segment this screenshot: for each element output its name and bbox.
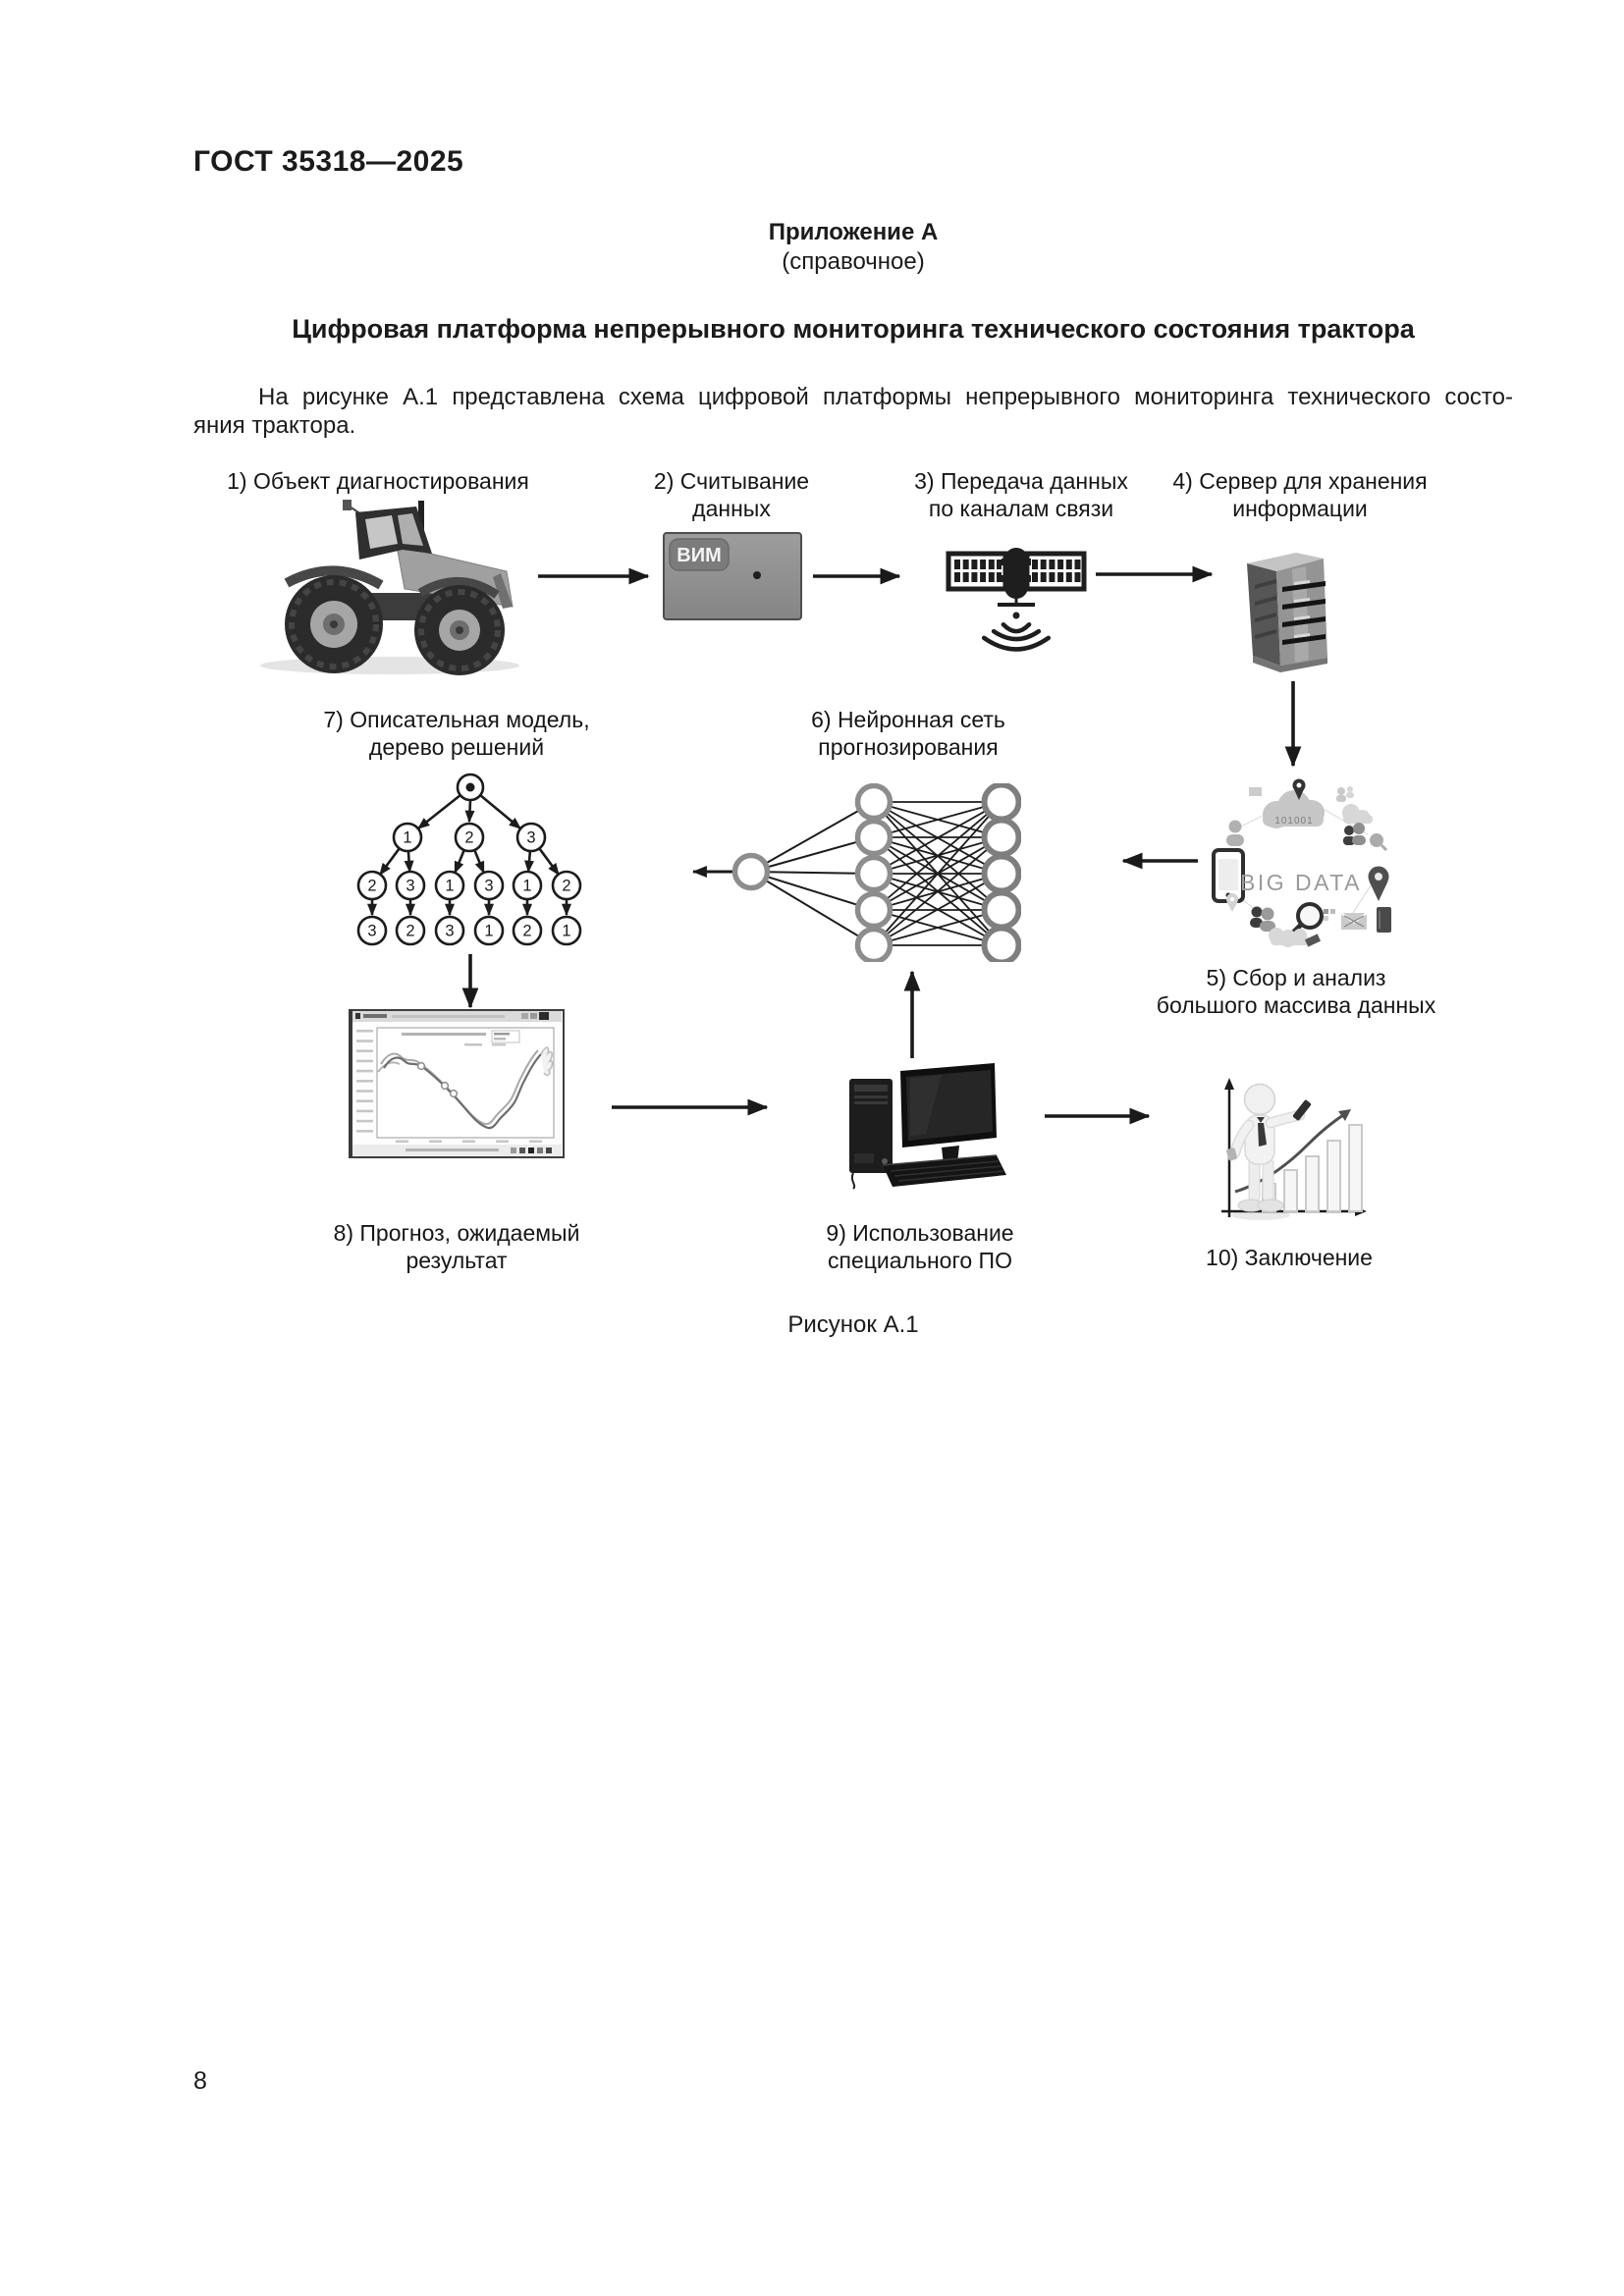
magnifier-icon [1290, 904, 1322, 935]
vim-device-label: ВИМ [677, 545, 722, 566]
tree-node: 1 [522, 877, 532, 895]
label-step10 [1142, 1245, 1436, 1272]
label-step5-line1: 5) Сбор и анализ [1206, 965, 1386, 990]
label-step8-line1: 8) Прогноз, ожидаемый [333, 1220, 580, 1246]
bar-chart [1263, 1125, 1362, 1211]
smartphone-icon [1214, 850, 1243, 901]
label-step8 [309, 1220, 604, 1274]
map-pin-icon [1369, 867, 1389, 902]
tree-node: 3 [367, 922, 377, 940]
appendix-title: Приложение А [768, 219, 939, 245]
forecast-chart-window [349, 1009, 565, 1158]
conclusion-image [1214, 1074, 1371, 1225]
vim-device-image [663, 532, 802, 620]
tree-node: 3 [526, 828, 536, 847]
tractor-image [247, 497, 527, 681]
label-step5-line2: большого массива данных [1156, 991, 1436, 1018]
envelope-icon [1341, 913, 1367, 930]
satellite-icon [943, 542, 1090, 662]
tree-node: 2 [406, 922, 415, 940]
label-step5 [1149, 965, 1443, 1019]
label-step1-text: 1) Объект диагностирования [227, 468, 529, 494]
label-step2-line1: 2) Считывание [653, 468, 810, 494]
computer-image [847, 1063, 1006, 1191]
figure-caption: Рисунок А.1 [787, 1311, 919, 1338]
server-icon [1237, 548, 1331, 673]
label-step7-line1: 7) Описательная модель, [323, 707, 590, 732]
label-step2 [633, 468, 830, 522]
label-step6-line1: 6) Нейронная сеть [811, 707, 1005, 732]
intro-line1: На рисунке А.1 представлена схема цифровой платформы непрерывного мониторинга технического состо- [258, 384, 1513, 410]
intro-line2: яния трактора. [193, 412, 356, 439]
label-step3-line2: по каналам связи [928, 495, 1114, 521]
tree-node: 1 [484, 922, 494, 940]
tree-node: 1 [445, 877, 455, 895]
nn-output-node [735, 856, 768, 888]
bigdata-cloud-code: 101001 [1274, 816, 1314, 827]
label-step3-line1: 3) Передача данных [914, 468, 1128, 494]
person-icon [1226, 821, 1244, 847]
label-step6-line2: прогнозирования [818, 733, 999, 760]
label-step10-text: 10) Заключение [1206, 1245, 1373, 1270]
label-step3 [874, 468, 1168, 522]
page-number: 8 [193, 2067, 207, 2095]
tree-node: 2 [562, 877, 571, 895]
label-step4 [1153, 468, 1447, 522]
label-step9-line2: специального ПО [828, 1247, 1012, 1273]
label-step4-line1: 4) Сервер для хранения [1172, 468, 1428, 494]
label-step7 [309, 707, 604, 761]
tree-node: 1 [562, 922, 571, 940]
decision-tree [324, 768, 619, 950]
standard-code: ГОСТ 35318—2025 [193, 145, 464, 178]
appendix-type: (справочное) [782, 248, 925, 275]
tree-node: 3 [406, 877, 415, 895]
tree-node: 2 [522, 922, 532, 940]
tree-node: 2 [367, 877, 377, 895]
section-title: Цифровая платформа непрерывного мониторинга технического состояния трактора [292, 314, 1415, 344]
person-figure [1226, 1085, 1312, 1212]
label-step9-line1: 9) Использование [826, 1220, 1014, 1246]
map-pin-icon [1226, 893, 1238, 912]
label-step7-line2: дерево решений [368, 733, 545, 760]
bigdata-image [1206, 775, 1398, 947]
label-step8-line2: результат [406, 1247, 508, 1273]
neural-network [677, 783, 1021, 962]
tree-node: 2 [464, 828, 474, 847]
label-step9 [773, 1220, 1067, 1274]
label-step2-line2: данных [692, 495, 771, 521]
label-step6 [761, 707, 1056, 761]
tree-node: 3 [445, 922, 455, 940]
label-step4-line2: информации [1232, 495, 1368, 521]
bigdata-text: BIG DATA [1240, 870, 1362, 895]
tree-node: 3 [484, 877, 494, 895]
label-step1 [182, 468, 574, 496]
tree-node: 1 [403, 828, 412, 847]
